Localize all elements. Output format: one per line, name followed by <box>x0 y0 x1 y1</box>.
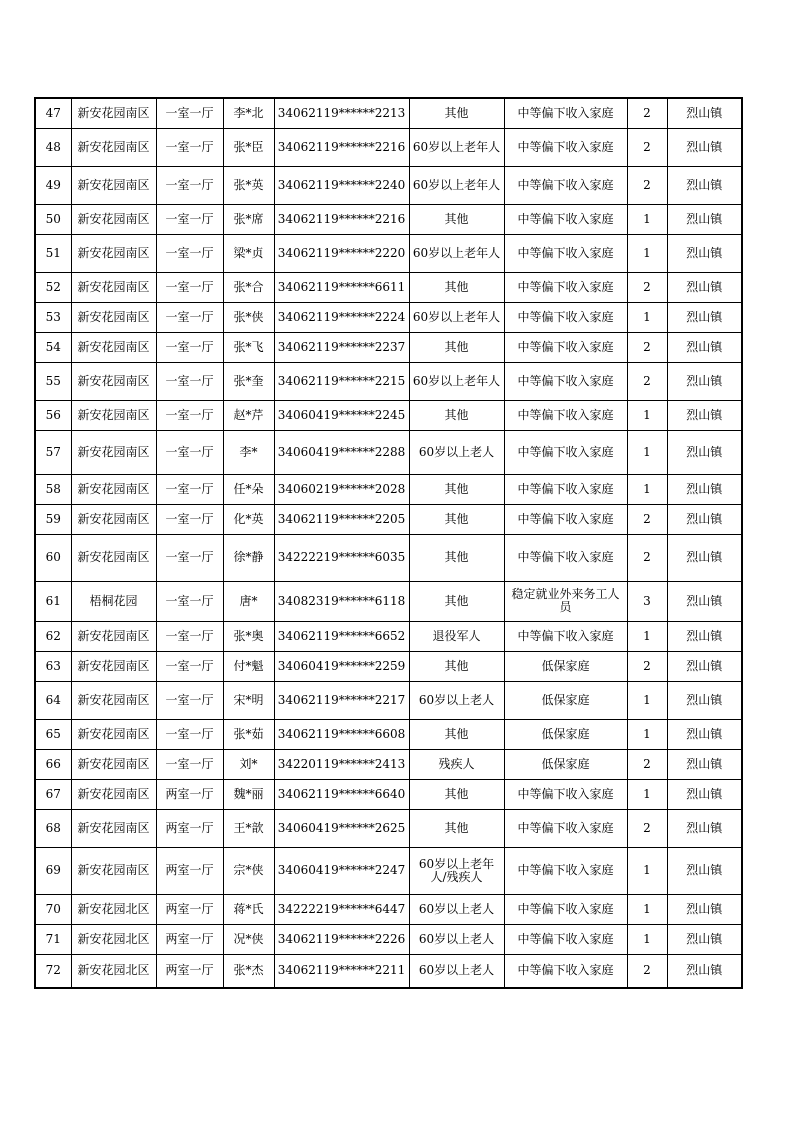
row-number: 48 <box>35 128 71 166</box>
category-cell: 其他 <box>409 272 504 302</box>
layout-cell: 两室一厅 <box>156 924 223 954</box>
id-number-cell: 34062119******6611 <box>274 272 409 302</box>
layout-cell: 一室一厅 <box>156 302 223 332</box>
layout-cell: 一室一厅 <box>156 430 223 474</box>
category-cell: 其他 <box>409 332 504 362</box>
row-number: 58 <box>35 474 71 504</box>
category-cell: 其他 <box>409 504 504 534</box>
row-number: 64 <box>35 681 71 719</box>
income-type-cell: 中等偏下收入家庭 <box>504 809 627 847</box>
town-cell: 烈山镇 <box>667 621 742 651</box>
table-row <box>35 924 742 954</box>
table-row <box>35 302 742 332</box>
household-size-cell: 1 <box>627 621 667 651</box>
community-cell: 新安花园南区 <box>71 128 156 166</box>
table-row <box>35 651 742 681</box>
household-size-cell: 2 <box>627 504 667 534</box>
id-number-cell: 34060419******2259 <box>274 651 409 681</box>
id-number-cell: 34062119******6608 <box>274 719 409 749</box>
income-type-cell: 中等偏下收入家庭 <box>504 362 627 400</box>
community-cell: 新安花园南区 <box>71 474 156 504</box>
income-type-cell: 中等偏下收入家庭 <box>504 400 627 430</box>
layout-cell: 一室一厅 <box>156 621 223 651</box>
id-number-cell: 34062119******2211 <box>274 954 409 988</box>
town-cell: 烈山镇 <box>667 272 742 302</box>
name-cell: 张*合 <box>223 272 274 302</box>
community-cell: 新安花园南区 <box>71 809 156 847</box>
id-number-cell: 34222219******6035 <box>274 534 409 581</box>
name-cell: 张*杰 <box>223 954 274 988</box>
row-number: 53 <box>35 302 71 332</box>
town-cell: 烈山镇 <box>667 474 742 504</box>
id-number-cell: 34062119******6652 <box>274 621 409 651</box>
table-row <box>35 779 742 809</box>
town-cell: 烈山镇 <box>667 894 742 924</box>
community-cell: 新安花园北区 <box>71 894 156 924</box>
town-cell: 烈山镇 <box>667 430 742 474</box>
community-cell: 新安花园南区 <box>71 651 156 681</box>
name-cell: 张*奥 <box>223 621 274 651</box>
category-cell: 其他 <box>409 98 504 128</box>
category-cell: 60岁以上老年人 <box>409 302 504 332</box>
name-cell: 刘* <box>223 749 274 779</box>
household-size-cell: 1 <box>627 204 667 234</box>
town-cell: 烈山镇 <box>667 954 742 988</box>
category-cell: 其他 <box>409 779 504 809</box>
income-type-cell: 中等偏下收入家庭 <box>504 166 627 204</box>
table-row <box>35 954 742 988</box>
community-cell: 梧桐花园 <box>71 581 156 621</box>
layout-cell: 一室一厅 <box>156 98 223 128</box>
household-size-cell: 3 <box>627 581 667 621</box>
id-number-cell: 34062119******2237 <box>274 332 409 362</box>
row-number: 62 <box>35 621 71 651</box>
household-size-cell: 1 <box>627 400 667 430</box>
table-row <box>35 621 742 651</box>
income-type-cell: 低保家庭 <box>504 681 627 719</box>
household-size-cell: 2 <box>627 954 667 988</box>
category-cell: 60岁以上老人 <box>409 430 504 474</box>
row-number: 47 <box>35 98 71 128</box>
income-type-cell: 中等偏下收入家庭 <box>504 204 627 234</box>
row-number: 56 <box>35 400 71 430</box>
name-cell: 宋*明 <box>223 681 274 719</box>
layout-cell: 两室一厅 <box>156 954 223 988</box>
layout-cell: 一室一厅 <box>156 749 223 779</box>
name-cell: 赵*芹 <box>223 400 274 430</box>
community-cell: 新安花园北区 <box>71 924 156 954</box>
category-cell: 其他 <box>409 581 504 621</box>
income-type-cell: 中等偏下收入家庭 <box>504 98 627 128</box>
name-cell: 任*朵 <box>223 474 274 504</box>
table-row <box>35 430 742 474</box>
income-type-cell: 稳定就业外来务工人员 <box>504 581 627 621</box>
category-cell: 60岁以上老年人 <box>409 128 504 166</box>
town-cell: 烈山镇 <box>667 719 742 749</box>
id-number-cell: 34060419******2247 <box>274 847 409 894</box>
category-cell: 60岁以上老人 <box>409 681 504 719</box>
row-number: 66 <box>35 749 71 779</box>
town-cell: 烈山镇 <box>667 504 742 534</box>
table-row <box>35 362 742 400</box>
table-row <box>35 681 742 719</box>
town-cell: 烈山镇 <box>667 809 742 847</box>
category-cell: 60岁以上老年人 <box>409 166 504 204</box>
table-row <box>35 272 742 302</box>
table-row <box>35 504 742 534</box>
row-number: 68 <box>35 809 71 847</box>
household-size-cell: 1 <box>627 847 667 894</box>
town-cell: 烈山镇 <box>667 98 742 128</box>
name-cell: 张*侠 <box>223 302 274 332</box>
category-cell: 60岁以上老人 <box>409 894 504 924</box>
table-row <box>35 534 742 581</box>
category-cell: 其他 <box>409 719 504 749</box>
community-cell: 新安花园南区 <box>71 362 156 400</box>
name-cell: 张*茹 <box>223 719 274 749</box>
household-size-cell: 2 <box>627 362 667 400</box>
town-cell: 烈山镇 <box>667 234 742 272</box>
layout-cell: 一室一厅 <box>156 166 223 204</box>
town-cell: 烈山镇 <box>667 749 742 779</box>
community-cell: 新安花园南区 <box>71 302 156 332</box>
row-number: 49 <box>35 166 71 204</box>
layout-cell: 一室一厅 <box>156 400 223 430</box>
household-size-cell: 2 <box>627 809 667 847</box>
household-size-cell: 2 <box>627 272 667 302</box>
income-type-cell: 中等偏下收入家庭 <box>504 924 627 954</box>
id-number-cell: 34082319******6118 <box>274 581 409 621</box>
household-size-cell: 1 <box>627 894 667 924</box>
table-row <box>35 204 742 234</box>
town-cell: 烈山镇 <box>667 302 742 332</box>
table-row <box>35 719 742 749</box>
category-cell: 60岁以上老年人 <box>409 234 504 272</box>
income-type-cell: 中等偏下收入家庭 <box>504 504 627 534</box>
category-cell: 其他 <box>409 400 504 430</box>
row-number: 63 <box>35 651 71 681</box>
income-type-cell: 中等偏下收入家庭 <box>504 430 627 474</box>
name-cell: 徐*静 <box>223 534 274 581</box>
income-type-cell: 中等偏下收入家庭 <box>504 894 627 924</box>
category-cell: 60岁以上老人 <box>409 924 504 954</box>
table-row <box>35 581 742 621</box>
community-cell: 新安花园南区 <box>71 719 156 749</box>
household-size-cell: 2 <box>627 534 667 581</box>
name-cell: 化*英 <box>223 504 274 534</box>
id-number-cell: 34222219******6447 <box>274 894 409 924</box>
table-row <box>35 847 742 894</box>
table-row <box>35 474 742 504</box>
name-cell: 况*侠 <box>223 924 274 954</box>
layout-cell: 一室一厅 <box>156 651 223 681</box>
row-number: 60 <box>35 534 71 581</box>
category-cell: 残疾人 <box>409 749 504 779</box>
id-number-cell: 34062119******2213 <box>274 98 409 128</box>
household-size-cell: 1 <box>627 719 667 749</box>
layout-cell: 两室一厅 <box>156 894 223 924</box>
household-size-cell: 1 <box>627 430 667 474</box>
household-size-cell: 1 <box>627 681 667 719</box>
income-type-cell: 中等偏下收入家庭 <box>504 234 627 272</box>
id-number-cell: 34062119******6640 <box>274 779 409 809</box>
town-cell: 烈山镇 <box>667 332 742 362</box>
household-size-cell: 2 <box>627 128 667 166</box>
row-number: 71 <box>35 924 71 954</box>
household-size-cell: 1 <box>627 474 667 504</box>
income-type-cell: 中等偏下收入家庭 <box>504 621 627 651</box>
household-size-cell: 2 <box>627 651 667 681</box>
category-cell: 60岁以上老年人/残疾人 <box>409 847 504 894</box>
layout-cell: 一室一厅 <box>156 534 223 581</box>
community-cell: 新安花园南区 <box>71 204 156 234</box>
id-number-cell: 34060219******2028 <box>274 474 409 504</box>
table-row <box>35 98 742 128</box>
row-number: 61 <box>35 581 71 621</box>
name-cell: 张*飞 <box>223 332 274 362</box>
layout-cell: 一室一厅 <box>156 474 223 504</box>
id-number-cell: 34060419******2288 <box>274 430 409 474</box>
town-cell: 烈山镇 <box>667 847 742 894</box>
income-type-cell: 中等偏下收入家庭 <box>504 847 627 894</box>
community-cell: 新安花园南区 <box>71 332 156 362</box>
layout-cell: 一室一厅 <box>156 719 223 749</box>
name-cell: 宗*侠 <box>223 847 274 894</box>
id-number-cell: 34062119******2226 <box>274 924 409 954</box>
community-cell: 新安花园南区 <box>71 621 156 651</box>
community-cell: 新安花园南区 <box>71 534 156 581</box>
name-cell: 张*奎 <box>223 362 274 400</box>
table-row <box>35 400 742 430</box>
id-number-cell: 34062119******2220 <box>274 234 409 272</box>
table-row <box>35 894 742 924</box>
table-row <box>35 749 742 779</box>
household-size-cell: 1 <box>627 924 667 954</box>
name-cell: 张*英 <box>223 166 274 204</box>
income-type-cell: 中等偏下收入家庭 <box>504 332 627 362</box>
category-cell: 其他 <box>409 809 504 847</box>
community-cell: 新安花园南区 <box>71 847 156 894</box>
income-type-cell: 低保家庭 <box>504 719 627 749</box>
income-type-cell: 中等偏下收入家庭 <box>504 534 627 581</box>
row-number: 57 <box>35 430 71 474</box>
community-cell: 新安花园南区 <box>71 166 156 204</box>
id-number-cell: 34220119******2413 <box>274 749 409 779</box>
household-size-cell: 2 <box>627 98 667 128</box>
name-cell: 王*歆 <box>223 809 274 847</box>
table-row <box>35 332 742 362</box>
category-cell: 60岁以上老年人 <box>409 362 504 400</box>
id-number-cell: 34062119******2216 <box>274 128 409 166</box>
layout-cell: 一室一厅 <box>156 504 223 534</box>
row-number: 59 <box>35 504 71 534</box>
id-number-cell: 34062119******2215 <box>274 362 409 400</box>
layout-cell: 一室一厅 <box>156 681 223 719</box>
community-cell: 新安花园南区 <box>71 400 156 430</box>
row-number: 52 <box>35 272 71 302</box>
income-type-cell: 中等偏下收入家庭 <box>504 302 627 332</box>
category-cell: 其他 <box>409 474 504 504</box>
row-number: 65 <box>35 719 71 749</box>
row-number: 50 <box>35 204 71 234</box>
name-cell: 李*北 <box>223 98 274 128</box>
town-cell: 烈山镇 <box>667 651 742 681</box>
community-cell: 新安花园南区 <box>71 234 156 272</box>
household-size-cell: 1 <box>627 234 667 272</box>
household-size-cell: 1 <box>627 779 667 809</box>
name-cell: 唐* <box>223 581 274 621</box>
row-number: 72 <box>35 954 71 988</box>
name-cell: 付*魁 <box>223 651 274 681</box>
id-number-cell: 34060419******2625 <box>274 809 409 847</box>
housing-allocation-table <box>34 97 743 989</box>
town-cell: 烈山镇 <box>667 924 742 954</box>
layout-cell: 两室一厅 <box>156 847 223 894</box>
community-cell: 新安花园北区 <box>71 954 156 988</box>
town-cell: 烈山镇 <box>667 128 742 166</box>
table-row <box>35 234 742 272</box>
name-cell: 张*席 <box>223 204 274 234</box>
income-type-cell: 中等偏下收入家庭 <box>504 272 627 302</box>
category-cell: 退役军人 <box>409 621 504 651</box>
community-cell: 新安花园南区 <box>71 272 156 302</box>
row-number: 51 <box>35 234 71 272</box>
household-size-cell: 2 <box>627 166 667 204</box>
community-cell: 新安花园南区 <box>71 98 156 128</box>
name-cell: 魏*丽 <box>223 779 274 809</box>
household-size-cell: 2 <box>627 332 667 362</box>
id-number-cell: 34060419******2245 <box>274 400 409 430</box>
row-number: 69 <box>35 847 71 894</box>
income-type-cell: 低保家庭 <box>504 749 627 779</box>
layout-cell: 一室一厅 <box>156 581 223 621</box>
income-type-cell: 中等偏下收入家庭 <box>504 474 627 504</box>
household-size-cell: 1 <box>627 302 667 332</box>
layout-cell: 一室一厅 <box>156 272 223 302</box>
income-type-cell: 中等偏下收入家庭 <box>504 954 627 988</box>
name-cell: 李* <box>223 430 274 474</box>
category-cell: 60岁以上老人 <box>409 954 504 988</box>
layout-cell: 一室一厅 <box>156 128 223 166</box>
community-cell: 新安花园南区 <box>71 430 156 474</box>
town-cell: 烈山镇 <box>667 779 742 809</box>
income-type-cell: 低保家庭 <box>504 651 627 681</box>
town-cell: 烈山镇 <box>667 362 742 400</box>
layout-cell: 一室一厅 <box>156 204 223 234</box>
community-cell: 新安花园南区 <box>71 779 156 809</box>
row-number: 55 <box>35 362 71 400</box>
name-cell: 梁*贞 <box>223 234 274 272</box>
name-cell: 蒋*氏 <box>223 894 274 924</box>
town-cell: 烈山镇 <box>667 581 742 621</box>
layout-cell: 两室一厅 <box>156 779 223 809</box>
name-cell: 张*臣 <box>223 128 274 166</box>
category-cell: 其他 <box>409 651 504 681</box>
income-type-cell: 中等偏下收入家庭 <box>504 779 627 809</box>
town-cell: 烈山镇 <box>667 400 742 430</box>
row-number: 70 <box>35 894 71 924</box>
row-number: 67 <box>35 779 71 809</box>
id-number-cell: 34062119******2224 <box>274 302 409 332</box>
layout-cell: 两室一厅 <box>156 809 223 847</box>
layout-cell: 一室一厅 <box>156 332 223 362</box>
table-row <box>35 128 742 166</box>
community-cell: 新安花园南区 <box>71 681 156 719</box>
income-type-cell: 中等偏下收入家庭 <box>504 128 627 166</box>
id-number-cell: 34062119******2216 <box>274 204 409 234</box>
category-cell: 其他 <box>409 534 504 581</box>
town-cell: 烈山镇 <box>667 204 742 234</box>
town-cell: 烈山镇 <box>667 681 742 719</box>
town-cell: 烈山镇 <box>667 166 742 204</box>
layout-cell: 一室一厅 <box>156 234 223 272</box>
id-number-cell: 34062119******2217 <box>274 681 409 719</box>
town-cell: 烈山镇 <box>667 534 742 581</box>
household-size-cell: 2 <box>627 749 667 779</box>
id-number-cell: 34062119******2205 <box>274 504 409 534</box>
category-cell: 其他 <box>409 204 504 234</box>
row-number: 54 <box>35 332 71 362</box>
community-cell: 新安花园南区 <box>71 749 156 779</box>
layout-cell: 一室一厅 <box>156 362 223 400</box>
table-row <box>35 166 742 204</box>
community-cell: 新安花园南区 <box>71 504 156 534</box>
table-row <box>35 809 742 847</box>
table-body <box>35 98 742 988</box>
id-number-cell: 34062119******2240 <box>274 166 409 204</box>
